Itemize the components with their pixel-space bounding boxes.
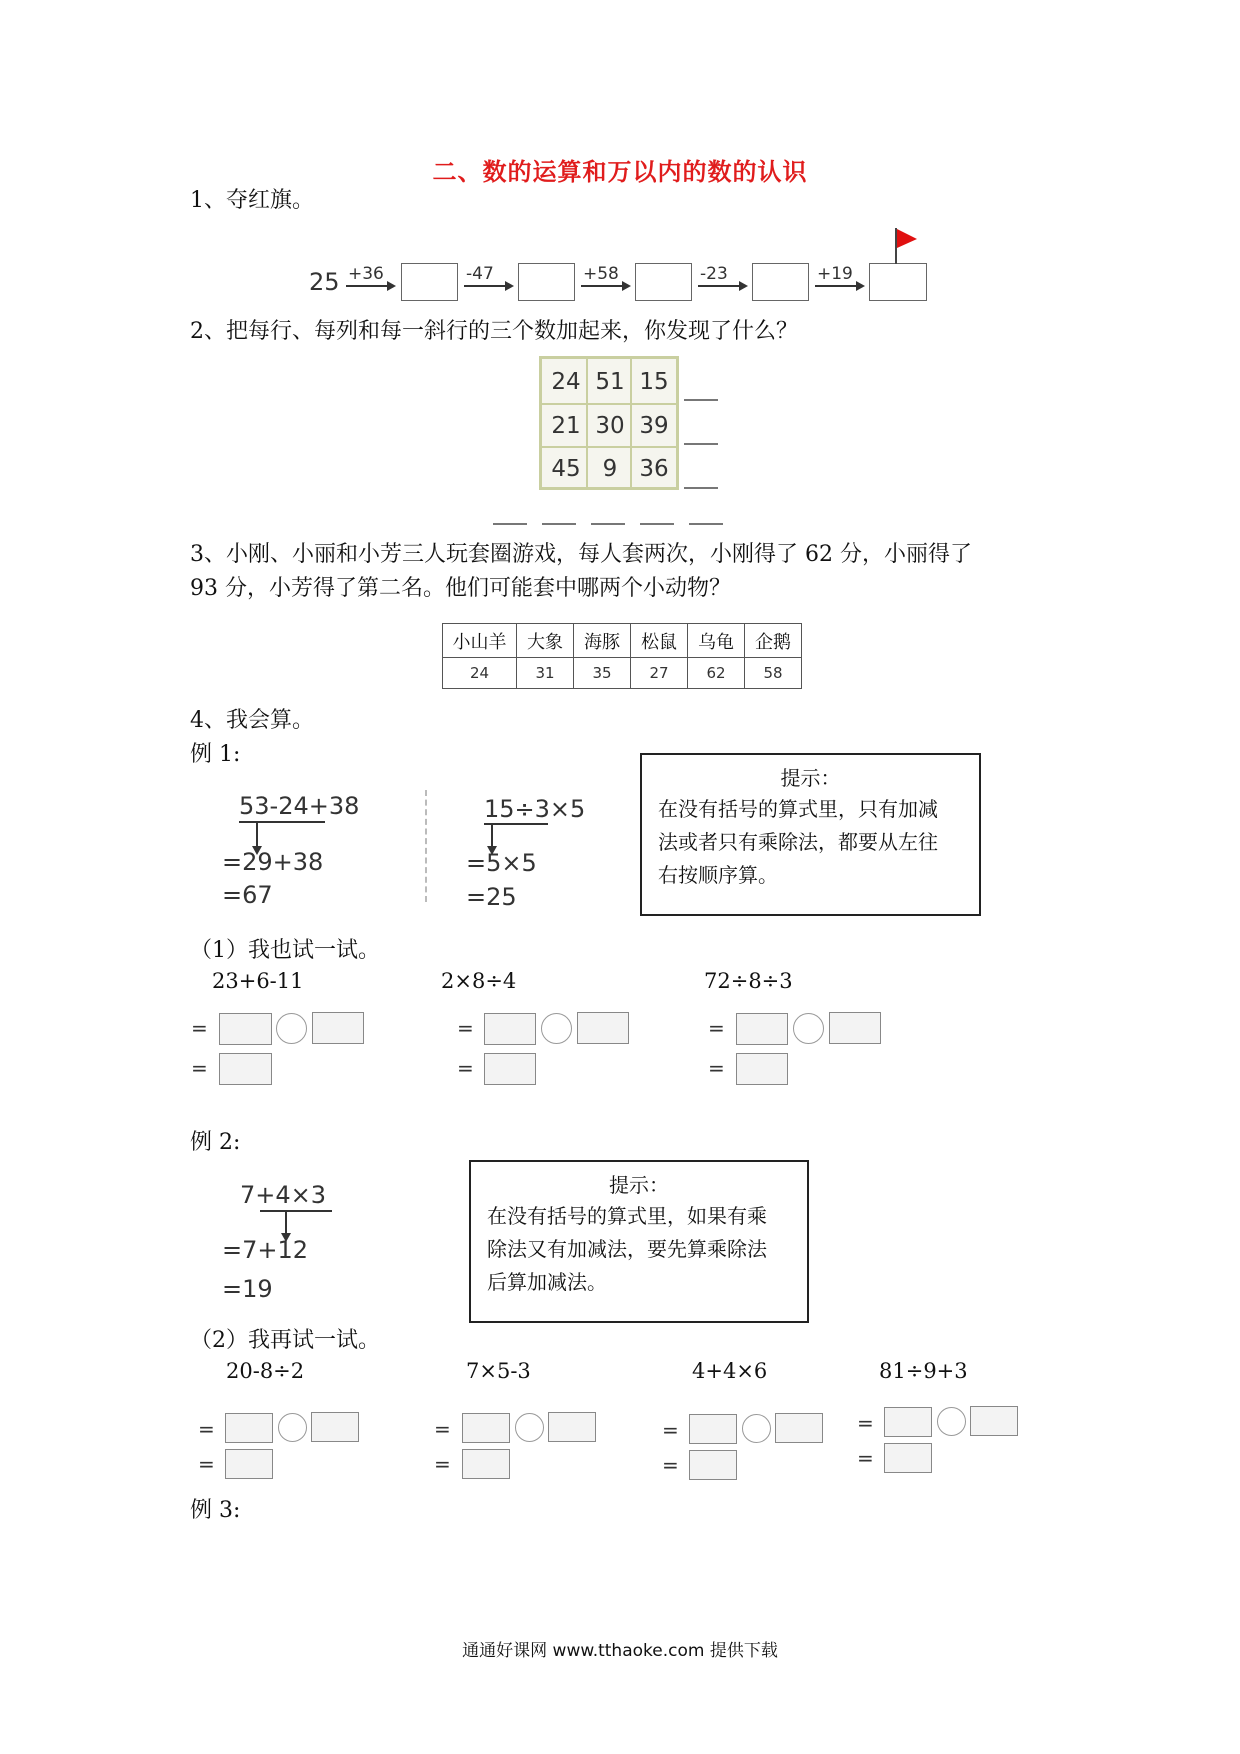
answer-box[interactable] bbox=[225, 1449, 273, 1479]
column-sum-blank[interactable] bbox=[493, 523, 527, 525]
example-result: =67 bbox=[222, 881, 273, 909]
hint-line: 在没有括号的算式里，如果有乘 bbox=[487, 1204, 767, 1228]
equals-sign: = bbox=[198, 1417, 215, 1441]
answer-box[interactable] bbox=[484, 1053, 536, 1085]
answer-box[interactable] bbox=[884, 1407, 932, 1437]
grid-cell: 9 bbox=[602, 456, 618, 482]
grid-cell: 30 bbox=[595, 413, 625, 439]
answer-box[interactable] bbox=[829, 1012, 881, 1044]
answer-box[interactable] bbox=[752, 263, 809, 301]
equals-sign: = bbox=[198, 1452, 215, 1476]
equals-sign: = bbox=[434, 1452, 451, 1476]
try-2-label: （2）我再试一试。 bbox=[190, 1328, 380, 1353]
example-step: =5×5 bbox=[466, 849, 537, 877]
answer-box[interactable] bbox=[401, 263, 458, 301]
hint-title: 提示： bbox=[780, 766, 841, 790]
exercise-expression: 81÷9+3 bbox=[879, 1359, 968, 1383]
hint-box bbox=[640, 753, 981, 916]
animal-score-table bbox=[442, 623, 802, 689]
step-op: +58 bbox=[583, 264, 619, 284]
grid-cell: 45 bbox=[551, 456, 581, 482]
animal-name: 大象 bbox=[517, 624, 574, 658]
grid-cell: 51 bbox=[595, 369, 625, 395]
row-sum-blank[interactable] bbox=[684, 399, 718, 401]
animal-score: 58 bbox=[745, 658, 802, 689]
equals-sign: = bbox=[857, 1411, 874, 1435]
grid-cell: 36 bbox=[639, 456, 669, 482]
answer-box[interactable] bbox=[689, 1414, 737, 1444]
exercise-expression: 2×8÷4 bbox=[441, 969, 517, 993]
hint-line: 在没有括号的算式里，只有加减 bbox=[658, 797, 938, 821]
example-step: =29+38 bbox=[222, 848, 324, 876]
step-op: -47 bbox=[466, 264, 494, 284]
animal-name: 海豚 bbox=[574, 624, 631, 658]
animal-score: 31 bbox=[517, 658, 574, 689]
example-3-label: 例 3: bbox=[190, 1498, 241, 1523]
exercise-expression: 72÷8÷3 bbox=[704, 969, 793, 993]
equals-sign: = bbox=[662, 1453, 679, 1477]
divider bbox=[425, 790, 427, 902]
animal-score: 35 bbox=[574, 658, 631, 689]
answer-box[interactable] bbox=[548, 1412, 596, 1442]
chain-start: 25 bbox=[309, 268, 340, 296]
equals-sign: = bbox=[434, 1417, 451, 1441]
operator-circle[interactable] bbox=[937, 1407, 966, 1436]
example-step: =7+12 bbox=[222, 1236, 309, 1264]
column-sum-blank[interactable] bbox=[542, 523, 576, 525]
answer-box[interactable] bbox=[869, 263, 927, 301]
column-sum-blank[interactable] bbox=[640, 523, 674, 525]
operator-circle[interactable] bbox=[276, 1013, 307, 1044]
try-1-label: （1）我也试一试。 bbox=[190, 938, 380, 963]
exercise-expression: 23+6-11 bbox=[212, 969, 304, 993]
question-3-line-1: 3、小刚、小丽和小芳三人玩套圈游戏，每人套两次，小刚得了 62 分，小丽得了 bbox=[190, 542, 972, 567]
example-1-label: 例 1: bbox=[190, 742, 241, 767]
equals-sign: = bbox=[191, 1016, 208, 1040]
answer-box[interactable] bbox=[518, 263, 575, 301]
operator-circle[interactable] bbox=[541, 1013, 572, 1044]
equals-sign: = bbox=[191, 1056, 208, 1080]
answer-box[interactable] bbox=[736, 1053, 788, 1085]
example-2-label: 例 2: bbox=[190, 1130, 241, 1155]
example-expression: 15÷3×5 bbox=[484, 795, 586, 823]
equals-sign: = bbox=[457, 1016, 474, 1040]
hint-line: 法或者只有乘除法，都要从左往 bbox=[658, 830, 938, 854]
animal-name: 乌龟 bbox=[688, 624, 745, 658]
grid-cell: 24 bbox=[551, 369, 581, 395]
hint-title: 提示： bbox=[609, 1173, 669, 1197]
answer-box[interactable] bbox=[312, 1012, 364, 1044]
answer-box[interactable] bbox=[219, 1053, 272, 1085]
animal-name: 松鼠 bbox=[631, 624, 688, 658]
row-sum-blank[interactable] bbox=[684, 487, 718, 489]
example-result: =19 bbox=[222, 1275, 273, 1303]
answer-box[interactable] bbox=[775, 1413, 823, 1443]
answer-box[interactable] bbox=[484, 1013, 536, 1045]
answer-box[interactable] bbox=[884, 1443, 932, 1473]
answer-box[interactable] bbox=[219, 1013, 272, 1045]
page-title: 二、数的运算和万以内的数的认识 bbox=[432, 157, 808, 186]
animal-name: 企鹅 bbox=[745, 624, 802, 658]
answer-box[interactable] bbox=[635, 263, 692, 301]
footer: 通通好课网 www.tthaoke.com 提供下载 bbox=[462, 1641, 778, 1661]
hint-line: 后算加减法。 bbox=[487, 1270, 607, 1294]
operator-circle[interactable] bbox=[793, 1013, 824, 1044]
exercise-expression: 7×5-3 bbox=[466, 1359, 531, 1383]
hint-line: 除法又有加减法，要先算乘除法 bbox=[487, 1237, 767, 1261]
animal-score: 24 bbox=[443, 658, 517, 689]
grid-cell: 39 bbox=[639, 413, 669, 439]
diagonal-sum-blank[interactable] bbox=[689, 523, 723, 525]
example-expression: 7+4×3 bbox=[240, 1181, 327, 1209]
exercise-expression: 20-8÷2 bbox=[226, 1359, 305, 1383]
equals-sign: = bbox=[708, 1016, 725, 1040]
row-sum-blank[interactable] bbox=[684, 443, 718, 445]
step-op: -23 bbox=[700, 264, 728, 284]
question-2-label: 2、把每行、每列和每一斜行的三个数加起来，你发现了什么？ bbox=[190, 319, 798, 344]
example-expression: 53-24+38 bbox=[239, 792, 360, 820]
operator-circle[interactable] bbox=[742, 1414, 771, 1443]
grid-cell: 21 bbox=[551, 413, 581, 439]
answer-box[interactable] bbox=[225, 1413, 273, 1443]
equals-sign: = bbox=[662, 1418, 679, 1442]
equals-sign: = bbox=[857, 1446, 874, 1470]
exercise-expression: 4+4×6 bbox=[692, 1359, 768, 1383]
animal-name: 小山羊 bbox=[443, 624, 517, 658]
operator-circle[interactable] bbox=[515, 1413, 544, 1442]
red-flag-icon bbox=[893, 226, 921, 266]
operator-circle[interactable] bbox=[278, 1413, 307, 1442]
answer-box[interactable] bbox=[462, 1449, 510, 1479]
animal-score: 62 bbox=[688, 658, 745, 689]
equals-sign: = bbox=[457, 1056, 474, 1080]
answer-box[interactable] bbox=[689, 1450, 737, 1480]
animal-score: 27 bbox=[631, 658, 688, 689]
question-4-label: 4、我会算。 bbox=[190, 708, 314, 733]
equals-sign: = bbox=[708, 1056, 725, 1080]
answer-box[interactable] bbox=[577, 1012, 629, 1044]
step-op: +19 bbox=[817, 264, 853, 284]
example-result: =25 bbox=[466, 883, 517, 911]
grid-cell: 15 bbox=[639, 369, 669, 395]
answer-box[interactable] bbox=[311, 1412, 359, 1442]
hint-box bbox=[469, 1160, 809, 1323]
question-1-label: 1、夺红旗。 bbox=[190, 188, 314, 213]
hint-line: 右按顺序算。 bbox=[658, 863, 778, 887]
question-3-line-2: 93 分，小芳得了第二名。他们可能套中哪两个小动物？ bbox=[190, 576, 731, 601]
column-sum-blank[interactable] bbox=[591, 523, 625, 525]
step-op: +36 bbox=[348, 264, 384, 284]
answer-box[interactable] bbox=[736, 1013, 788, 1045]
answer-box[interactable] bbox=[970, 1406, 1018, 1436]
magic-square bbox=[539, 356, 679, 490]
answer-box[interactable] bbox=[462, 1413, 510, 1443]
